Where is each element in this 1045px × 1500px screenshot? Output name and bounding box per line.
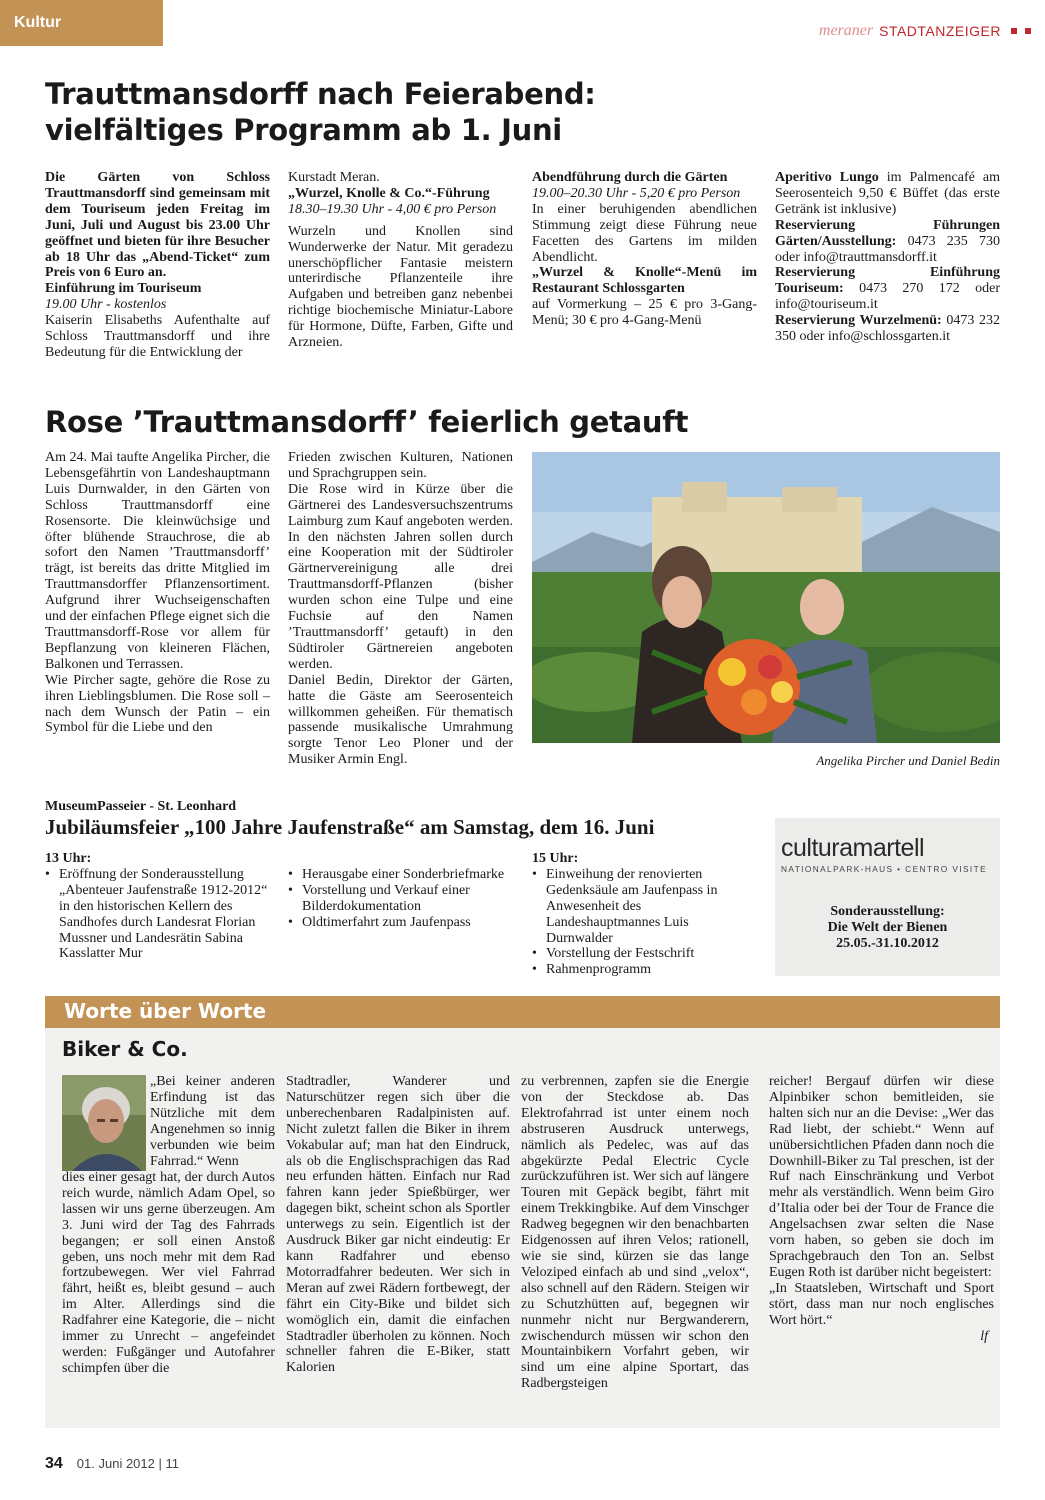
ad-line: 25.05.-31.10.2012	[836, 936, 939, 951]
article1-reservation	[775, 265, 1000, 313]
article1-col4	[775, 170, 1000, 345]
list-item: • Rahmenprogramm	[532, 962, 757, 978]
worte-text: dies einer gesagt hat, der durch Autos reich wurde, nämlich Adam Opel, so lassen wir uns gerne überzeugen. Am 3. Juni wird der Tag des Fahrrads begangen; er soll einen Anstoß geben, uns noch mehr mit dem Rad fortzubewegen. Wer viel Fahrrad fährt, heißt es, bleibt gesund – auch im Alter. Allerdings sind die Radfahrer eine Kategorie, die – nicht immer zu Unrecht – angefeindet werden: Fußgänger und Autofahrer schimpfen über die	[62, 1170, 275, 1376]
culturamartell-logo-sub: NATIONALPARK-HAUS • CENTRO VISITE	[781, 864, 987, 874]
article1-subhead: „Wurzel & Knolle“-Menü im Restaurant Schlossgarten	[532, 265, 757, 297]
article1-subhead: Einführung im Touriseum	[45, 281, 202, 297]
article1-col3	[532, 170, 757, 329]
article1-subhead: Aperitivo Lungo	[775, 170, 879, 185]
article1-col2	[288, 170, 513, 351]
author-portrait-illustration	[62, 1075, 146, 1171]
article1-reservation	[775, 218, 1000, 266]
author-portrait	[62, 1075, 146, 1171]
worte-text: „Bei keiner anderen Erfindung ist das Nützliche mit dem Angenehmen so innig verbunden wie beim Fahrrad.“ Wenn	[150, 1074, 275, 1169]
list-item: • Vorstellung und Verkauf einer Bilderdokumentation	[288, 883, 513, 915]
worte-title: Biker & Co.	[62, 1037, 188, 1061]
article1-subhead: Abendführung durch die Gärten	[532, 170, 728, 185]
article1-text: Wurzeln und Knollen sind Wunderwerke der Natur. Mit geradezu unerschöpflicher Fantasie meistern unterirdische Pflanzenteile ihre Aufgaben und betreiben ganz nebenbei richtige biochemische Miniatur-Labore für Hormone, Düfte, Farben, Gifte und Arzneien.	[288, 223, 513, 351]
article3-list	[288, 867, 513, 931]
article1-time: 18.30–19.30 Uhr - 4,00 € pro Person	[288, 201, 497, 217]
ad-line: Sonderausstellung:	[830, 904, 945, 919]
worte-poem: „In Staatsleben, Wirtschaft und Sport stört, dass man nur noch englisches Wort hört.“	[769, 1280, 994, 1328]
article1-subhead: „Wurzel, Knolle & Co.“-Führung	[288, 185, 490, 201]
article1-subhead: Reservierung Führungen Gärten/Ausstellung:	[775, 217, 1000, 249]
ad-text	[775, 904, 1000, 952]
article1-text: 0473 270 172 oder info@touriseum.it	[775, 281, 1000, 313]
article1-subhead: Reservierung Wurzelmenü:	[775, 313, 942, 329]
article2-text: Am 24. Mai taufte Angelika Pircher, die Lebensgefährtin von Landeshauptmann Luis Durnwalder, in den Gärten von Schloss Trauttmansdorff eine Rosensorte. Die kleinwüchsige und öfter blühende Strauchrose, die ab sofort den Namen ’Trauttmansdorff’ trägt, ist bereits das dritte Mitglied im Trauttmansdorffer Pflanzensortiment. Aufgrund ihrer Wuchseigenschaften und der einfachen Pflege eignet sich die Trauttmansdorff-Rose vor allem für Bepflanzung von kleineren Flächen, Balkonen und Terrassen.	[45, 450, 270, 672]
list-item: • Einweihung der renovierten Gedenksäule am Jaufenpass in Anwesenheit des Landeshauptmannes Luis Durnwalder	[532, 867, 757, 947]
article1-text: Kurstadt Meran.	[288, 170, 380, 185]
page-number: 34	[45, 1455, 63, 1472]
rose-photo	[532, 452, 1000, 743]
worte-col4	[769, 1074, 994, 1344]
article1-text: 0473 232 350 oder info@schlossgarten.it	[775, 313, 1001, 345]
rose-photo-illustration	[532, 452, 1000, 743]
article1-time: 19.00–20.30 Uhr - 5,20 € pro Person	[532, 185, 741, 201]
article2-text: Frieden zwischen Kulturen, Nationen und Sprachgruppen sein.	[288, 450, 513, 481]
worte-text: Stadtradler, Wanderer und Naturschützer regen sich über die unberechenbaren Radalpinisten auf. Nicht zuletzt fallen die Biker in ihrem Vokabular auf; man hat den Eindruck, als ob die Englischsprachigen das Rad neu erfunden hätten. Einfach nur Rad fahren kann jeder Spießbürger, wer dagegen bikt, scheint schon als Sportler unterwegs zu sein. Eigentlich ist der Ausdruck Biker gar nicht eindeutig: Er kann Radfahrer und ebenso Motorradfahrer bedeuten. Wer sich in Meran auf zwei Rädern fortbewegt, der fährt ein City-Bike und bildet sich womöglich ein, damit die einfachen Stadtradler überholen zu können. Noch schneller fahren die E-Biker, statt Kalorien	[286, 1074, 510, 1376]
worte-col3	[521, 1074, 749, 1392]
article3-col2	[288, 867, 513, 931]
article2-title: Rose ’Trauttmansdorff’ feierlich getauft	[45, 405, 689, 439]
article3-list	[45, 867, 270, 962]
article3-time-head: 15 Uhr:	[532, 851, 579, 866]
worte-signature: lf	[980, 1328, 988, 1344]
article3-col1	[45, 851, 270, 962]
section-tab: Kultur	[0, 0, 163, 46]
worte-bar: Worte über Worte	[45, 996, 1000, 1028]
article1-title	[45, 76, 945, 148]
article1-aperitivo	[775, 170, 1000, 218]
article1-time: 19.00 Uhr - kostenlos	[45, 297, 167, 313]
page-footer	[45, 1455, 179, 1473]
worte-col1a	[150, 1074, 275, 1169]
article1-text: im Palmencafé am Seerosenteich 9,50 € Büffet (das erste Getränk ist inklusive)	[775, 170, 1000, 217]
article2-text: Wie Pircher sagte, gehöre die Rose zu ihren Lieblingsblumen. Die Rose soll – nach dem Wunsch der Patin – ein Symbol für die Liebe und den	[45, 672, 270, 736]
article1-text: In einer beruhigenden abendlichen Stimmung zeigt diese Führung neue Facetten des Gartens im milden Abendlicht.	[532, 201, 757, 265]
list-item: • Oldtimerfahrt zum Jaufenpass	[288, 915, 513, 931]
masthead-stadtanzeiger: STADTANZEIGER	[879, 23, 1001, 39]
article2-col2	[288, 450, 513, 768]
worte-col1b	[62, 1170, 275, 1377]
masthead-square-icon	[1011, 28, 1017, 34]
article2-text: Daniel Bedin, Direktor der Gärten, hatte die Gäste am Seerosenteich willkommen geheißen. Für thematisch passende musikalische Umrahmung sorgte Tenor Leo Ploner und der Musiker Armin Engl.	[288, 672, 513, 768]
issue-date: 01. Juni 2012 | 11	[76, 1456, 179, 1471]
article3-list	[532, 867, 757, 978]
masthead	[819, 22, 1031, 40]
ad-line: Die Welt der Bienen	[827, 920, 948, 935]
article1-reservation	[775, 313, 1000, 345]
article1-text: auf Vormerkung – 25 € pro 3-Gang-Menü; 30 € pro 4-Gang-Menü	[532, 297, 757, 329]
culturamartell-ad[interactable]	[775, 818, 1000, 976]
worte-text: zu verbrennen, zapfen sie die Energie von der Steckdose ab. Das Elektrofahrrad ist unter einem noch abstruseren Ausdruck unterwegs, nämlich als Pedelec, was auf das abgekürzte Pedal Electric Cycle zurückzuführen ist. Wer sich auf längere Touren mit Gepäck begibt, fährt mit einem Trekkingbike. Auf dem Vinschger Radweg begegnen wir den benachbarten Eidgenossen auf ihren Velos; rationell, wie sie sind, kürzen sie das lange Veloziped einfach ab und sind „velox“, also schnell auf den Rädern. Steigen wir zu Schutzhütten auf, begegnen wir nunmehr nicht nur Bergwanderern, zwischendurch müssen wir schon den Mountainbikern Vorfahrt geben, wir sind um eine alpine Sportart, das Radbergsteigen	[521, 1074, 749, 1392]
article3-col3	[532, 851, 757, 978]
article2-col1	[45, 450, 270, 736]
list-item: • Vorstellung der Festschrift	[532, 946, 757, 962]
worte-text: reicher! Bergauf dürfen wir diese Alpinbiker schon bemitleiden, sie halten sich nur an die Devise: „Wer das Rad liebt, der schiebt.“ Wenn auf unübersichtlichen Pfaden dann noch die Downhill-Biker zu Tal preschen, ist der Ruf nach Einschränkung und Verbot mehr als verständlich. Wenn beim Giro d’Italia oder bei der Tour de France die Angelsachsen zwar selten die Nase vorn haben, so geben sie doch im Sprachgebrauch den Ton an. Selbst Eugen Roth ist darüber nicht begeistert:	[769, 1074, 994, 1280]
article1-subhead: Reservierung Einführung Touriseum:	[775, 265, 1000, 297]
masthead-square-icon	[1025, 28, 1031, 34]
article1-text: 0473 235 730 oder info@trauttmansdorff.it	[775, 233, 1000, 265]
article3-subtitle: MuseumPasseier - St. Leonhard	[45, 799, 237, 814]
article1-title-line1: Trauttmansdorff nach Feierabend:	[45, 77, 596, 111]
worte-col2	[286, 1074, 510, 1376]
list-item: • Eröffnung der Sonderausstellung „Abenteuer Jaufenstraße 1912-2012“ in den historischen Kellern des Sandhofes durch Landesrat Florian Mussner und Landesrätin Sabina Kasslatter Mur	[45, 867, 270, 962]
article1-title-line2: vielfältiges Programm ab 1. Juni	[45, 113, 562, 147]
article1-col1	[45, 170, 270, 361]
article1-text: Kaiserin Elisabeths Aufenthalte auf Schloss Trauttmansdorff und ihre Bedeutung für die Entwicklung der	[45, 313, 270, 360]
list-item: • Herausgabe einer Sonderbriefmarke	[288, 867, 513, 883]
masthead-meraner: meraner	[818, 22, 874, 39]
photo-caption: Angelika Pircher und Daniel Bedin	[816, 753, 1000, 768]
article3-time-head: 13 Uhr:	[45, 851, 92, 866]
culturamartell-logo: culturamartell	[781, 834, 925, 862]
article3-title: Jubiläumsfeier „100 Jahre Jaufenstraße“ am Samstag, dem 16. Juni	[45, 815, 655, 839]
article2-text: Die Rose wird in Kürze über die Gärtnerei des Landesversuchszentrums Laimburg zum Kauf angeboten werden. In den nächsten Jahren sollen durch eine Kooperation mit der Südtiroler Gärtnervereinigung alle drei Trauttmansdorff-Pflanzen (bisher wurden schon eine Tulpe und eine Fuchsie auf den Namen ’Trauttmansdorff’ getauft) in den Südtiroler Gärtnereien angeboten werden.	[288, 481, 513, 672]
article1-intro: Die Gärten von Schloss Trauttmansdorff sind gemeinsam mit dem Touriseum jeden Freitag im Juni, Juli und August bis 23.00 Uhr geöffnet und bieten für ihre Besucher ab 18 Uhr das „Abend-Ticket“ zum Preis von 6 Euro an.	[45, 170, 270, 281]
